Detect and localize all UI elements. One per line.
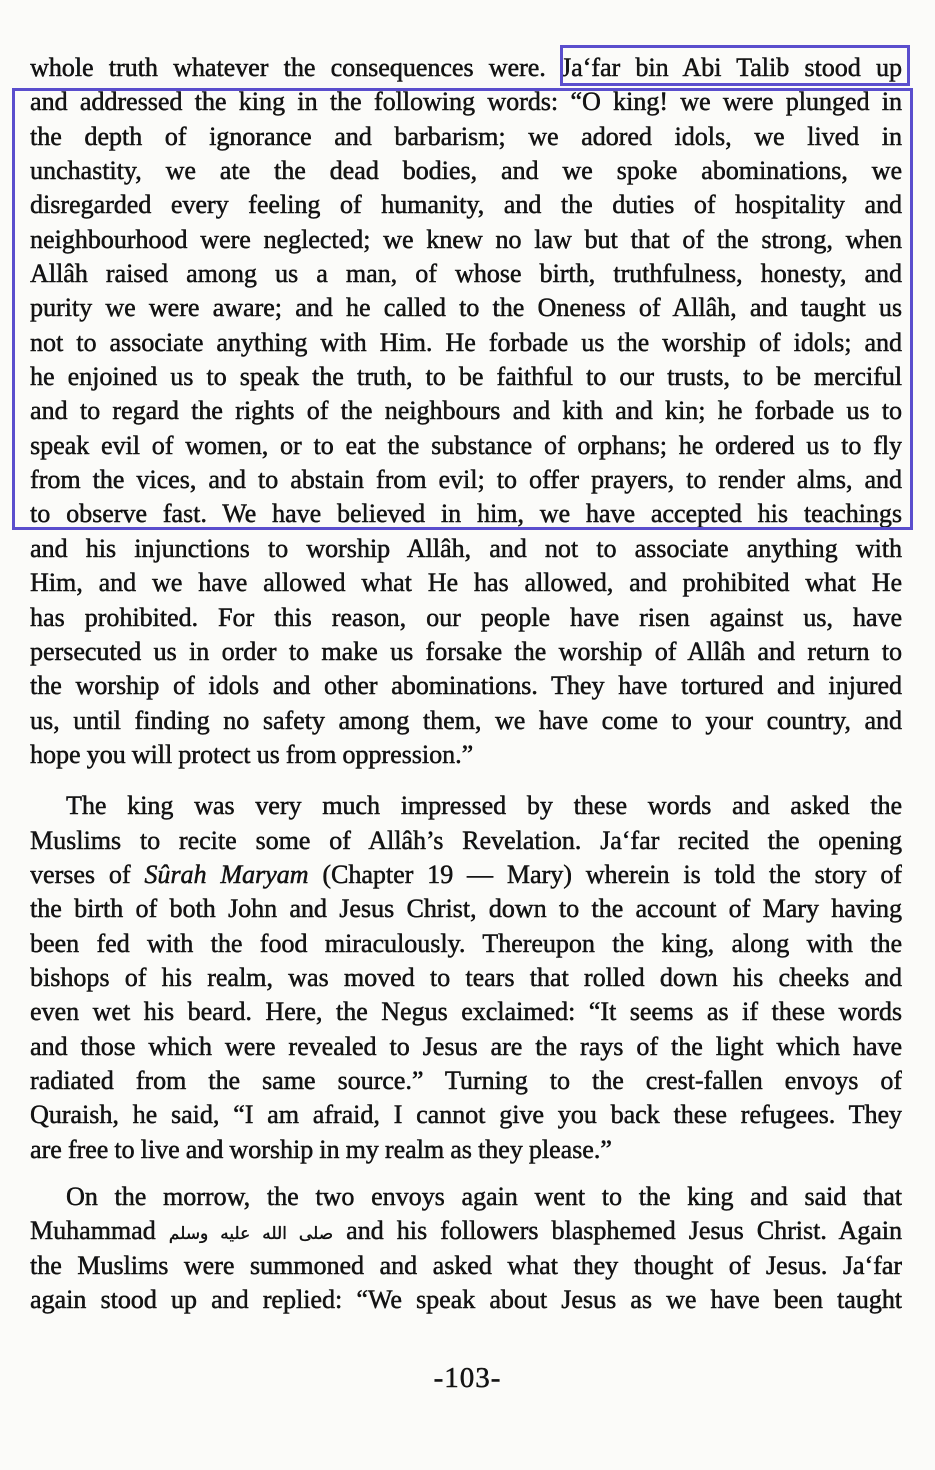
salawat-arabic-text: صلى الله عليه وسلم: [168, 1224, 334, 1245]
text-line: On the morrow, the two envoys again went to the king and said that: [66, 1182, 902, 1211]
paragraph-jafar-speech: [30, 51, 902, 772]
text-line: Quraish, he said, “I am afraid, I cannot give you back these refugees. They: [30, 1100, 902, 1130]
text-line: bishops of his realm, was moved to tears that rolled down his cheeks and: [30, 962, 902, 992]
page-number: -103-: [433, 1362, 502, 1394]
text-segment: verses of: [30, 859, 145, 889]
paragraph-king-impressed: [30, 789, 902, 1167]
text-line: from the vices, and to abstain from evil; to offer prayers, to render alms, and: [30, 465, 902, 495]
text-line: radiated from the same source.” Turning to the crest-fallen envoys of: [30, 1065, 902, 1095]
text-line: Muslims to recite some of Allâh’s Revelation. Ja‘far recited the opening: [30, 825, 902, 855]
text-line: speak evil of women, or to eat the substance of orphans; he ordered us to fly: [30, 430, 902, 460]
text-line: and to regard the rights of the neighbours and kith and kin; he forbade us to: [30, 396, 902, 426]
text-line: unchastity, we ate the dead bodies, and we spoke abominations, we: [30, 156, 902, 186]
text-line: Allâh raised among us a man, of whose birth, truthfulness, honesty, and: [30, 259, 902, 289]
text-line: the worship of idols and other abominations. They have tortured and injured: [30, 671, 902, 701]
text-line: persecuted us in order to make us forsake the worship of Allâh and return to: [30, 636, 902, 666]
text-line: purity we were aware; and he called to the Oneness of Allâh, and taught us: [30, 293, 902, 323]
text-line: neighbourhood were neglected; we knew no law but that of the strong, when: [30, 224, 902, 254]
text-segment: and his followers blasphemed Jesus Christ. Again: [333, 1216, 902, 1246]
text-line: not to associate anything with Him. He forbade us the worship of idols; and: [30, 327, 902, 357]
text-line: disregarded every feeling of humanity, and the duties of hospitality and: [30, 190, 902, 220]
text-line: The king was very much impressed by these words and asked the: [66, 791, 902, 821]
text-line: again stood up and replied: “We speak about Jesus as we have been taught: [30, 1285, 902, 1315]
surah-maryam-italic: Sûrah Maryam: [144, 859, 309, 889]
text-line: and those which were revealed to Jesus are the rays of the light which have: [30, 1031, 902, 1061]
text-line: even wet his beard. Here, the Negus exclaimed: “It seems as if these words: [30, 997, 902, 1027]
text-line: hope you will protect us from oppression.”: [30, 739, 474, 769]
text-line: and addressed the king in the following words: “O king! we were plunged in: [30, 87, 902, 117]
text-line: [30, 1214, 902, 1248]
text-line: [30, 858, 902, 892]
text-line: has prohibited. For this reason, our people have risen against us, have: [30, 602, 902, 632]
text-line: been fed with the food miraculously. Thereupon the king, along with the: [30, 928, 902, 958]
paragraph-on-the-morrow: [30, 1180, 902, 1317]
text-line: and his injunctions to worship Allâh, and not to associate anything with: [30, 533, 902, 563]
text-segment: (Chapter 19 — Mary) wherein is told the story of: [308, 859, 902, 889]
text-line: whole truth whatever the consequences were. Ja‘far bin Abi Talib stood up: [30, 53, 902, 82]
text-line: he enjoined us to speak the truth, to be faithful to our trusts, to be merciful: [30, 362, 902, 392]
text-line: to observe fast. We have believed in him, we have accepted his teachings: [30, 499, 902, 529]
text-line: are free to live and worship in my realm as they please.”: [30, 1134, 612, 1164]
text-segment: Muhammad: [30, 1216, 169, 1246]
text-line: the Muslims were summoned and asked what they thought of Jesus. Ja‘far: [30, 1250, 902, 1280]
text-line: Him, and we have allowed what He has allowed, and prohibited what He: [30, 568, 902, 598]
text-line: the birth of both John and Jesus Christ, down to the account of Mary having: [30, 894, 902, 924]
text-line: the depth of ignorance and barbarism; we adored idols, we lived in: [30, 121, 902, 151]
text-line: us, until finding no safety among them, we have come to your country, and: [30, 705, 902, 735]
text-block: [30, 51, 902, 1317]
